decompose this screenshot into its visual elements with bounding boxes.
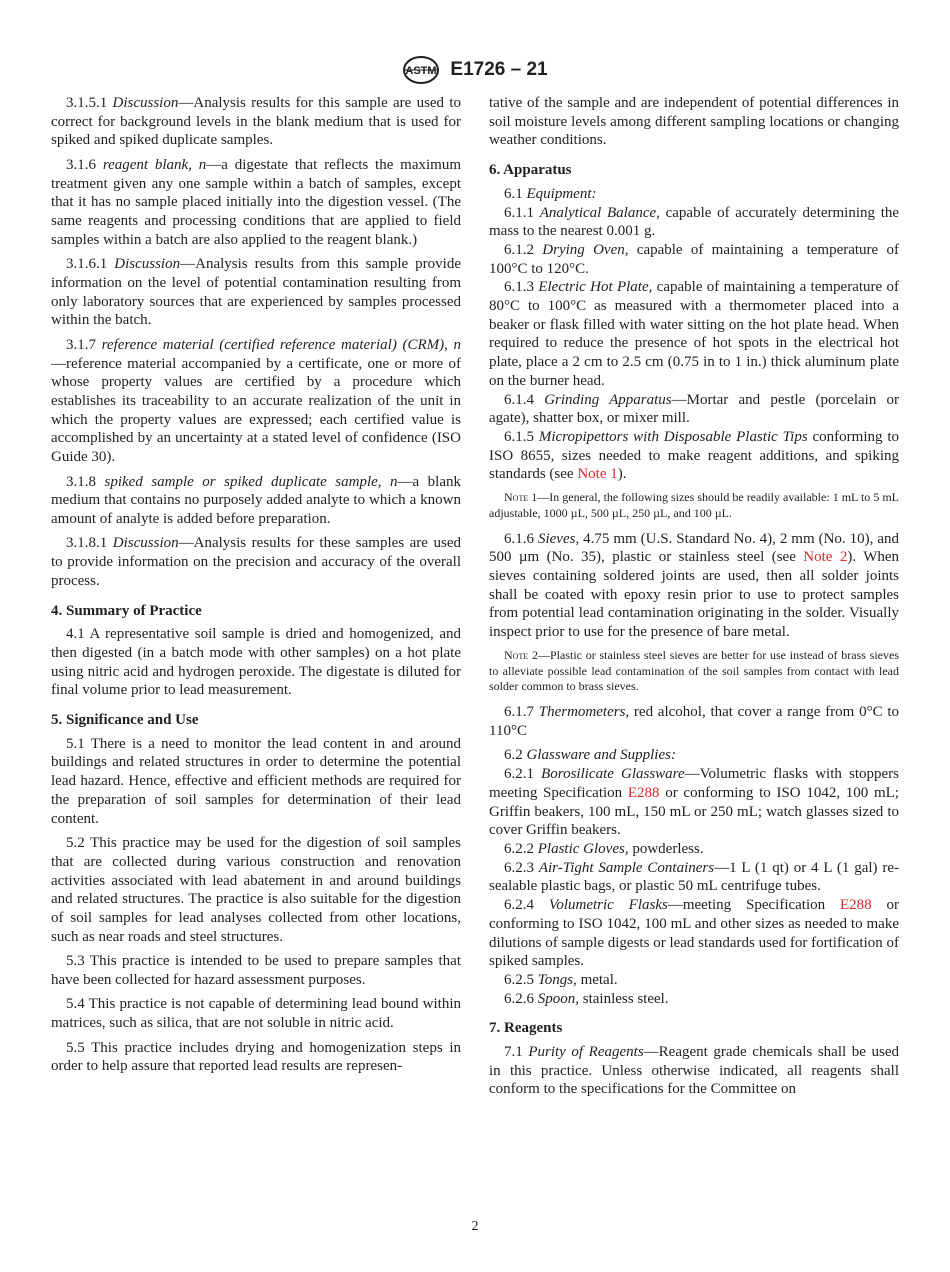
note-1-link[interactable]: Note 1 — [577, 466, 618, 483]
paragraph-5-5: 5.5 This practice includes drying and homogenization steps in order to help assure that reported lead results are represen- — [51, 1039, 461, 1075]
e288-link[interactable]: E288 — [627, 784, 660, 801]
paragraph-6-1-6: 6.1.6 Sieves, 4.75 mm (U.S. Standard No. 4), 2 mm (No. 10), and 500 µm (No. 35), plastic or stainless steel (see Note 2). When sieves containing soldered joints are used, then all solder joints shall be coated with epoxy resin prior to use to protect samples from potential lead contamination originating in the solder. Visually inspect prior to use for the presence of bare metal. — [489, 530, 900, 641]
page-header — [0, 55, 950, 85]
paragraph-3-1-6: 3.1.6 reagent blank, n—a digestate that reflects the maximum treatment given any one sample within a batch of samples, except that it has no sample placed initially into the digestion vessel. (The same reagents and processing conditions that are applied to field samples within a batch are also applied to the reagent blank.) — [51, 156, 461, 248]
section-heading-4: 4. Summary of Practice — [51, 602, 202, 619]
paragraph-3-1-6-1: 3.1.6.1 Discussion—Analysis results from this sample provide information on the level of potential contamination resulting from only laboratory sources that are experienced by samples processed within the batch. — [51, 256, 461, 329]
paragraph-6-1-3: 6.1.3 Electric Hot Plate, capable of maintaining a temperature of 80°C to 100°C as measured with a thermometer placed into a beaker or flask filled with water sitting on the hot plate head. When required to reduce the presence of hot spots in the electrical hot plate, place a 2 cm to 2.5 cm (0.75 in to 1 in.) thick aluminum plate on the burner head. — [489, 279, 899, 389]
right-column — [489, 94, 899, 1105]
paragraph-5-4: 5.4 This practice is not capable of determining lead bound within matrices, such as silica, that are not soluble in nitric acid. — [51, 996, 461, 1032]
paragraph-5-1: 5.1 There is a need to monitor the lead content in and around buildings and related structures in order to determine the potential lead hazard. Hence, effective and efficient methods are required for the preparation of soil samples for determination of their lead content. — [51, 735, 461, 827]
paragraph-6-1-7: 6.1.7 Thermometers, red alcohol, that cover a range from 0°C to 110°C — [489, 704, 900, 739]
paragraph-6-2-5: 6.2.5 Tongs, metal. — [504, 971, 618, 988]
paragraph-3-1-5-1: 3.1.5.1 Discussion—Analysis results for this sample are used to correct for background levels in the blank medium that is used for spiked and spiked duplicate samples. — [51, 95, 461, 149]
paragraph-5-2: 5.2 This practice may be used for the digestion of soil samples that are collected during various construction and renovation activities associated with lead abatement in and around buildings and related structures. The practice is also suitable for the digestion of soil samples for lead analyses collected from other locations, such as near roads and steel structures. — [51, 835, 461, 945]
paragraph-6-1-1: 6.1.1 Analytical Balance, capable of accurately determining the mass to the nearest 0.001 g. — [489, 204, 900, 240]
section-heading-7: 7. Reagents — [489, 1020, 563, 1037]
paragraph-5-3: 5.3 This practice is intended to be used to prepare samples that have been collected for hazard assessment purposes. — [51, 953, 461, 988]
note-2-link[interactable]: Note 2 — [803, 549, 848, 566]
paragraph-6-2-3: 6.2.3 Air-Tight Sample Containers—1 L (1 qt) or 4 L (1 gal) re-sealable plastic bags, or plastic 50 mL centrifuge tubes. — [489, 859, 899, 895]
paragraph-3-1-8-1: 3.1.8.1 Discussion—Analysis results for these samples are used to provide information on the precision and accuracy of the overall process. — [51, 535, 461, 589]
paragraph-6-2: 6.2 Glassware and Supplies: — [504, 747, 676, 764]
paragraph-7-1: 7.1 Purity of Reagents—Reagent grade chemicals shall be used in this practice. Unless otherwise indicated, all reagents shall conform to the specifications for the Committee on — [489, 1044, 899, 1098]
paragraph-3-1-7: 3.1.7 reference material (certified reference material) (CRM), n—reference material accompanied by a certificate, one or more of whose property values are certified by a procedure which establishes its traceability to an accurate realization of the unit in which the property values are expressed; each certified value is accomplished by an uncertainty at a stated level of confidence (ISO Guide 30). — [51, 336, 461, 466]
paragraph-6-1-5: 6.1.5 Micropipettors with Disposable Plastic Tips conforming to ISO 8655, sizes needed to make reagent additions, and spiking standards (see Note 1). — [489, 428, 900, 483]
note-2: Note 2—Plastic or stainless steel sieves are better for use instead of brass sieves to alleviate possible lead contamination of the soil samples from contact with lead solder common to brass sieves. — [489, 647, 900, 694]
astm-logo-icon — [402, 55, 440, 85]
section-heading-5: 5. Significance and Use — [51, 712, 199, 729]
paragraph-6-1-4: 6.1.4 Grinding Apparatus—Mortar and pestle (porcelain or agate), shatter box, or mixer mill. — [489, 391, 900, 427]
page-number: 2 — [471, 1219, 479, 1234]
paragraph-6-2-1: 6.2.1 Borosilicate Glassware—Volumetric flasks with stoppers meeting Specification E288 or conforming to ISO 1042, 100 mL; Griffin beakers, 100 mL, 150 mL or 250 mL; watch glasses sized to cover Griffin beakers. — [489, 766, 899, 839]
note-1: Note 1—In general, the following sizes should be readily available: 1 mL to 5 mL adjustable, 1000 µL, 500 µL, 250 µL, and 100 µL. — [489, 490, 899, 520]
logo-text: ASTM — [405, 65, 437, 77]
paragraph-6-1: 6.1 Equipment: — [504, 185, 597, 202]
paragraph-4-1: 4.1 A representative soil sample is dried and homogenized, and then digested (in a batch mode with other samples) on a hot plate using nitric acid and hydrogen peroxide. The digestate is diluted for final volume prior to lead measurement. — [51, 626, 461, 699]
e288-link-2[interactable]: E288 — [839, 897, 872, 914]
paragraph-6-2-2: 6.2.2 Plastic Gloves, powderless. — [504, 840, 704, 857]
paragraph-3-1-8: 3.1.8 spiked sample or spiked duplicate sample, n—a blank medium that contains no purposely added analyte to which a known amount of analyte is added before preparation. — [51, 473, 461, 527]
paragraph-5-5-continued: tative of the sample and are independent of potential differences in soil moisture levels among different sampling locations or changing weather conditions. — [489, 95, 899, 149]
paragraph-6-1-2: 6.1.2 Drying Oven, capable of maintaining a temperature of 100°C to 120°C. — [489, 241, 899, 277]
document-id: E1726 – 21 — [450, 59, 548, 80]
section-heading-6: 6. Apparatus — [489, 162, 572, 179]
paragraph-6-2-6: 6.2.6 Spoon, stainless steel. — [504, 990, 669, 1007]
paragraph-6-2-4: 6.2.4 Volumetric Flasks—meeting Specification E288 or conforming to ISO 1042, 100 mL and other sizes as needed to make dilutions of sample digests or lead standards used for fortification of spiked samples. — [489, 897, 899, 970]
left-column — [51, 94, 461, 1082]
